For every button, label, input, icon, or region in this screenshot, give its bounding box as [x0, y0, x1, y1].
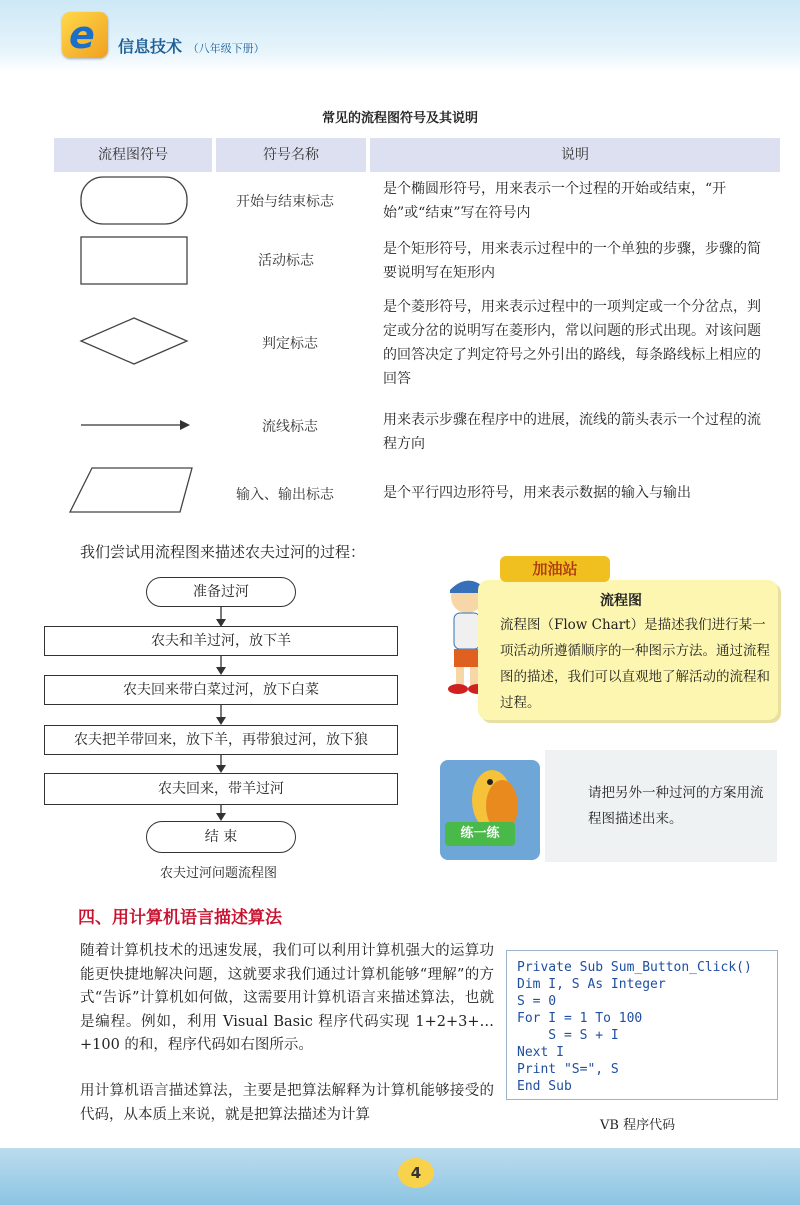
table-header-name: 符号名称	[216, 138, 366, 172]
row-desc-terminal: 是个椭圆形符号，用来表示一个过程的开始或结束，“开始”或“结束”写在符号内	[383, 181, 727, 221]
code-line: Next I	[517, 1045, 564, 1060]
flow-end: 结 束	[146, 821, 296, 853]
section-paragraph-1-text: 随着计算机技术的迅速发展，我们可以利用计算机强大的运算功能更快捷地解决问题，这就要求我们通过计算机能够“理解”的方式“告诉”计算机如何做，这需要用计算机语言来描述算法，也就是编程。例如，利用 Visual Basic 程序代码实现 1+2+3+…+100 的和，程序代码如右图所示。	[80, 943, 494, 1053]
row-desc-process: 是个矩形符号，用来表示过程中的一个单独的步骤，步骤的简要说明写在矩形内	[383, 241, 761, 281]
code-line: Print "S=", S	[517, 1062, 619, 1077]
code-line: Dim I, S As Integer	[517, 977, 666, 992]
table-header-symbol: 流程图符号	[54, 138, 212, 172]
flow-step-1: 农夫和羊过河，放下羊	[44, 626, 398, 656]
tip-title: 流程图	[600, 593, 642, 609]
tip-text: 流程图（Flow Chart）是描述我们进行某一项活动所遵循顺序的一种图示方法。通过流程图的描述，我们可以直观地了解活动的流程和过程。	[500, 617, 770, 711]
row-name-decision: 判定标志	[262, 336, 318, 352]
flowchart-intro: 我们尝试用流程图来描述农夫过河的过程：	[80, 543, 366, 561]
row-name-flowline: 流线标志	[262, 419, 318, 435]
code-line: S = 0	[517, 994, 557, 1009]
book-title-text: 信息技术	[118, 37, 183, 56]
section-paragraph-2	[44, 1080, 494, 1127]
section-paragraph-2-text: 用计算机语言描述算法，主要是把算法解释为计算机能够接受的代码，从本质上来说，就是把算法描述为计算	[80, 1083, 494, 1123]
table-header-desc: 说明	[370, 138, 780, 172]
row-name-terminal: 开始与结束标志	[236, 194, 334, 210]
table-title: 常见的流程图符号及其说明	[321, 111, 478, 126]
flow-step-2: 农夫回来带白菜过河，放下白菜	[44, 675, 398, 705]
code-line: S = S + I	[517, 1028, 619, 1043]
code-line: For I = 1 To 100	[517, 1011, 643, 1026]
page-number: 4	[398, 1158, 434, 1188]
row-name-process: 活动标志	[258, 253, 314, 269]
row-desc-io: 是个平行四边形符号，用来表示数据的输入与输出	[383, 485, 691, 501]
practice-text: 请把另外一种过河的方案用流程图描述出来。	[588, 785, 764, 827]
flow-step-4: 农夫回来，带羊过河	[44, 773, 398, 805]
row-desc-decision: 是个菱形符号，用来表示过程中的一项判定或一个分岔点，判定或分岔的说明写在菱形内，常以问题的形式出现。对该问题的回答决定了判定符号之外引出的路线，每条路线标上相应的回答	[383, 299, 761, 387]
book-subtitle: （八年级下册）	[187, 42, 265, 55]
row-name-io: 输入、输出标志	[236, 487, 334, 503]
section-heading: 四、用计算机语言描述算法	[78, 908, 282, 928]
code-caption: VB 程序代码	[600, 1118, 676, 1133]
code-block	[506, 950, 778, 1100]
flowchart-caption: 农夫过河问题流程图	[160, 866, 278, 881]
ie-logo-icon: e	[62, 12, 108, 58]
tip-badge: 加油站	[500, 556, 610, 582]
section-paragraph-1	[44, 940, 494, 1058]
code-line: Private Sub Sum_Button_Click()	[517, 960, 752, 975]
code-line: End Sub	[517, 1079, 572, 1094]
flow-start: 准备过河	[146, 577, 296, 607]
row-desc-flowline: 用来表示步骤在程序中的进展，流线的箭头表示一个过程的流程方向	[383, 412, 761, 452]
flow-step-3: 农夫把羊带回来，放下羊，再带狼过河，放下狼	[44, 725, 398, 755]
practice-label: 练一练	[445, 822, 515, 846]
